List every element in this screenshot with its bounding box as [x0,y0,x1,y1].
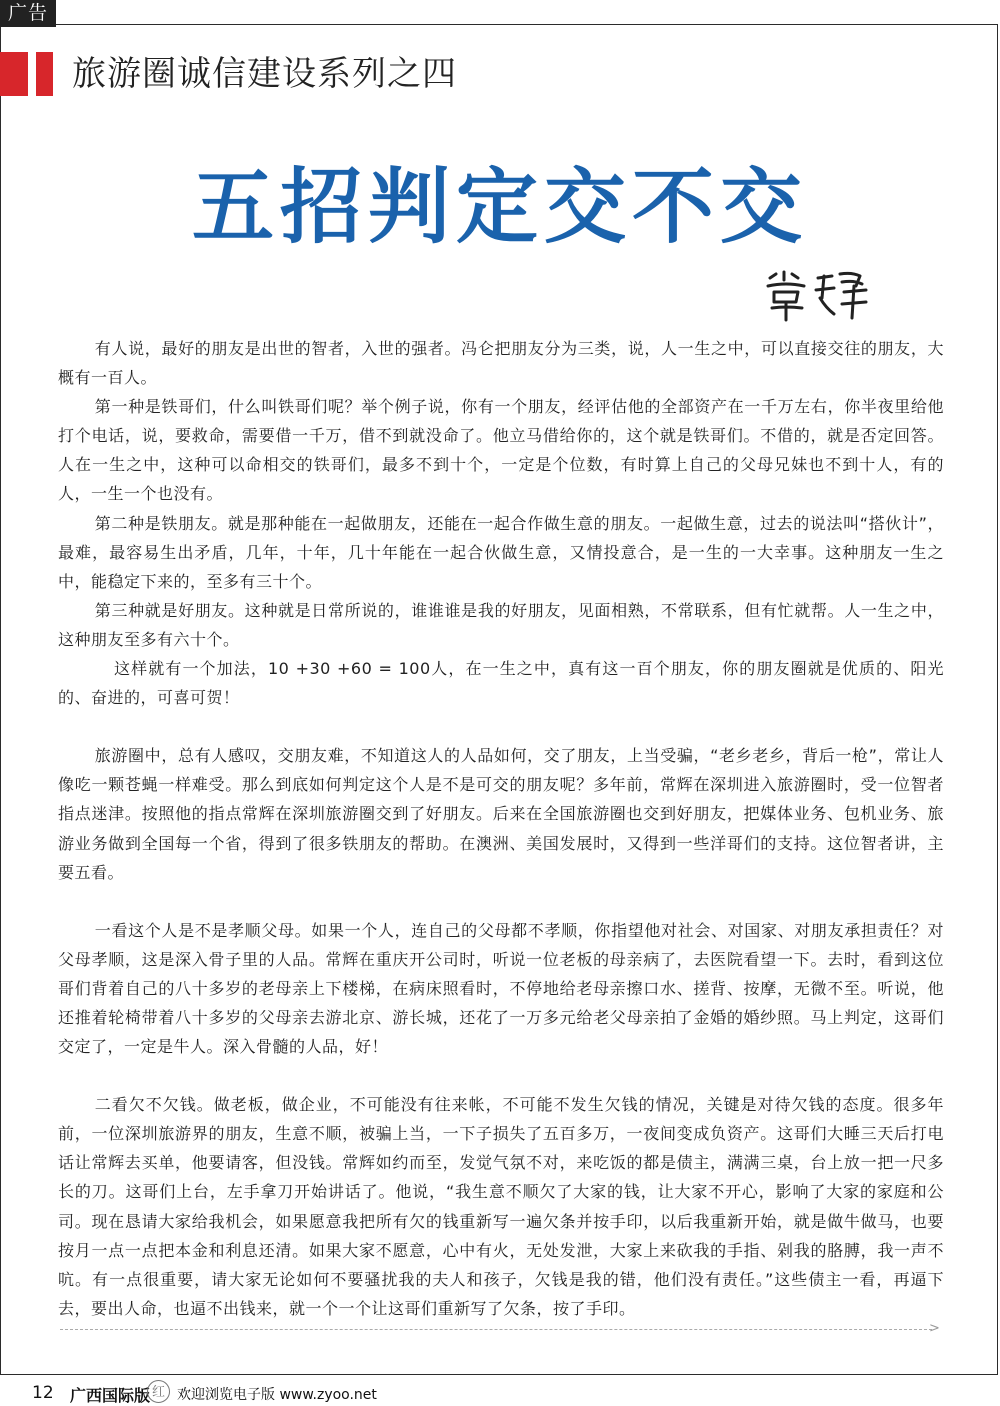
paragraph-gap [58,1061,944,1090]
edition-label: 广西国际版 [70,1386,151,1405]
page-number: 12 [32,1383,54,1403]
article-title: 五招判定交不交 [191,160,808,255]
series-accent-bar [0,52,28,96]
paragraph-gap [58,712,944,741]
website-promo: 欢迎浏览电子版 www.zyoo.net [177,1387,377,1403]
paragraph-gap [58,887,944,916]
dotted-divider [60,1329,932,1330]
paragraph: 第一种是铁哥们，什么叫铁哥们呢？举个例子说，你有一个朋友，经评估他的全部资产在一千万左右，你半夜里给他打个电话，说，要救命，需要借一千万，借不到就没命了。他立马借给你的，这个就是铁哥们。不借的，就是否定回答。人在一生之中，这种可以命相交的铁哥们，最多不到十个，一定是个位数，有时算上自己的父母兄妹也不到十人，有的人，一生一个也没有。 [58,397,944,504]
paragraph: 第三种就是好朋友。这种就是日常所说的，谁谁谁是我的好朋友，见面相熟，不常联系，但有忙就帮。人一生之中，这种朋友至多有六十个。 [58,600,944,649]
series-accent-bar-small [36,52,53,96]
paragraph: 这样就有一个加法，10 +30 +60 = 100人，在一生之中，真有这一百个朋友，你的朋友圈就是优质的、阳光的、奋进的，可喜可贺！ [58,659,944,708]
article-body [58,334,944,1323]
magazine-logo-icon: 红 [147,1380,170,1403]
paragraph: 二看欠不欠钱。做老板，做企业，不可能没有往来帐，不可能不发生欠钱的情况，关键是对待欠钱的态度。很多年前，一位深圳旅游界的朋友，生意不顺，被骗上当，一下子损失了五百多万，一夜间变成负资产。这哥们大睡三天后打电话让常辉去买单，他要请客，但没钱。常辉如约而至，发觉气氛不对，来吃饭的都是债主，满满三桌，台上放一把一尺多长的刀。这哥们上台，左手拿刀开始讲话了。他说，“我生意不顺欠了大家的钱，让大家不开心，影响了大家的家庭和公司。现在恳请大家给我机会，如果愿意我把所有欠的钱重新写一遍欠条并按手印，以后我重新开始，就是做牛做马，也要按月一点一点把本金和利息还清。如果大家不愿意，心中有火，无处发泄，大家上来砍我的手指、剁我的胳膊，我一声不吭。有一点很重要，请大家无论如何不要骚扰我的夫人和孩子，欠钱是我的错，他们没有责任。”这些债主一看，再逼下去，要出人命，也逼不出钱来，就一个一个让这哥们重新写了欠条，按了手印。 [58,1095,944,1318]
paragraph: 有人说，最好的朋友是出世的智者，入世的强者。冯仑把朋友分为三类，说，人一生之中，可以直接交往的朋友，大概有一百人。 [58,339,944,388]
page-footer [0,1380,1000,1406]
arrow-right-icon: > [929,1321,940,1336]
ad-label: 广告 [0,0,56,27]
paragraph: 旅游圈中，总有人感叹，交朋友难，不知道这人的人品如何，交了朋友，上当受骗，“老乡老乡，背后一枪”，常让人像吃一颗苍蝇一样难受。那么到底如何判定这个人是不是可交的朋友呢？多年前，常辉在深圳进入旅游圈时，受一位智者指点迷津。按照他的指点常辉在深圳旅游圈交到了好朋友。后来在全国旅游圈也交到好朋友，把媒体业务、包机业务、旅游业务做到全国每一个省，得到了很多铁朋友的帮助。在澳洲、美国发展时，又得到一些洋哥们的支持。这位智者讲，主要五看。 [58,746,944,882]
author-signature [762,268,872,322]
series-title: 旅游圈诚信建设系列之四 [72,54,457,94]
paragraph: 一看这个人是不是孝顺父母。如果一个人，连自己的父母都不孝顺，你指望他对社会、对国家、对朋友承担责任？对父母孝顺，这是深入骨子里的人品。常辉在重庆开公司时，听说一位老板的母亲病了，去医院看望一下。去时，看到这位哥们背着自己的八十多岁的老母亲上下楼梯，在病床照看时，不停地给老母亲擦口水、搓背、按摩，无微不至。听说，他还推着轮椅带着八十多岁的父母亲去游北京、游长城，还花了一万多元给老父母亲拍了金婚的婚纱照。马上判定，这哥们交定了，一定是牛人。深入骨髓的人品，好！ [58,920,944,1057]
paragraph: 第二种是铁朋友。就是那种能在一起做朋友，还能在一起合作做生意的朋友。一起做生意，过去的说法叫“搭伙计”，最难，最容易生出矛盾，几年，十年，几十年能在一起合伙做生意，又情投意合，是一生的一大幸事。这种朋友一生之中，能稳定下来的，至多有三十个。 [58,513,944,591]
